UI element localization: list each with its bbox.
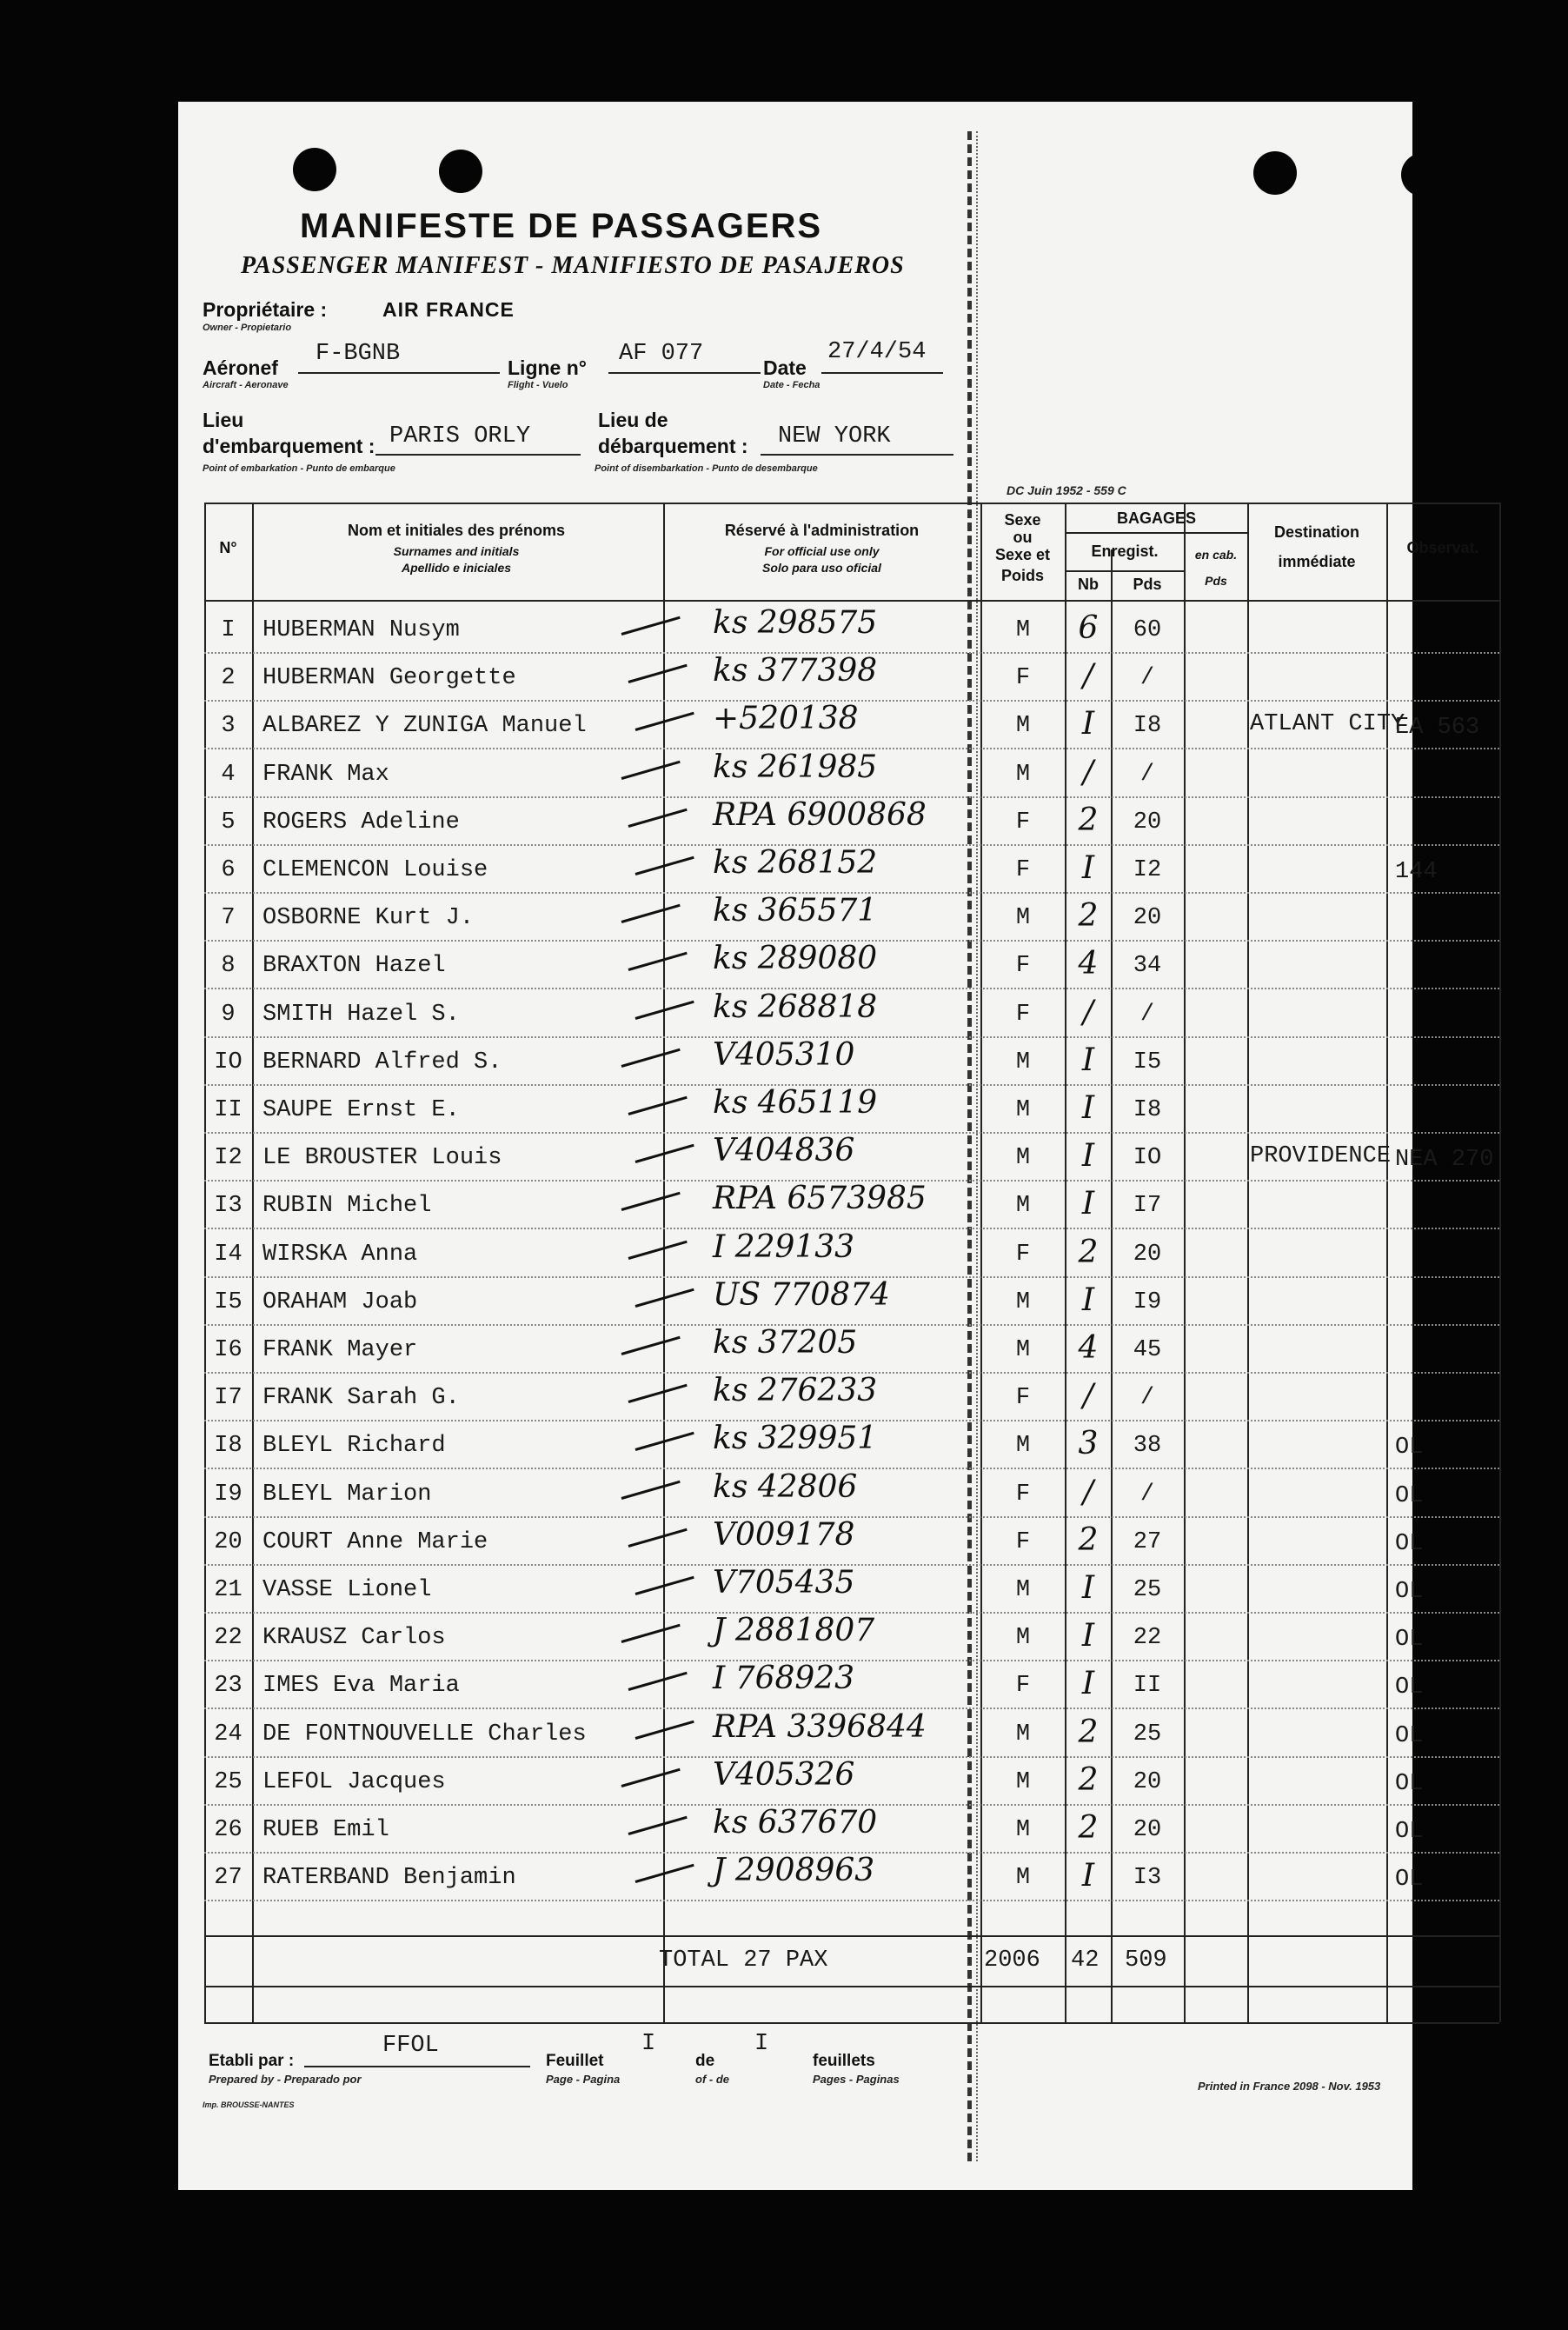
- passenger-bag-count: 2: [1078, 1714, 1099, 1750]
- passenger-sex: M: [1015, 1721, 1031, 1748]
- passenger-name: ROGERS Adeline: [262, 809, 460, 835]
- passenger-admin-ref: I 229133: [713, 1229, 855, 1265]
- table-top-border: [204, 503, 1499, 504]
- table-header-bottom: [204, 600, 1499, 602]
- manifest-subtitle: PASSENGER MANIFEST - MANIFIESTO DE PASAJEROS: [241, 252, 905, 279]
- passenger-sex: M: [1015, 1193, 1031, 1219]
- prepared-value: FFOL: [382, 2033, 439, 2059]
- passenger-name: BLEYL Richard: [262, 1433, 446, 1459]
- passenger-sex: M: [1015, 713, 1031, 739]
- passenger-observation: OL: [1395, 1819, 1424, 1845]
- col-header-no: N°: [219, 539, 237, 556]
- embarkation-sublabel: Point of embarkation - Punto de embarque: [203, 463, 395, 474]
- perforation-line: [967, 131, 972, 2161]
- passenger-bag-count: I: [1081, 1570, 1095, 1606]
- passenger-admin-ref: ks 465119: [713, 1085, 878, 1121]
- embarkation-label-1: Lieu: [203, 409, 244, 431]
- passenger-sex: M: [1015, 1145, 1031, 1171]
- passenger-bag-weight: 20: [1133, 1242, 1162, 1268]
- passenger-no: I9: [214, 1481, 243, 1508]
- passenger-observation: EA 563: [1395, 715, 1480, 741]
- passenger-admin-ref: US 770874: [713, 1277, 890, 1313]
- passenger-bag-weight: 45: [1133, 1337, 1162, 1363]
- passenger-no: II: [214, 1097, 243, 1123]
- passenger-bag-count: I: [1081, 1042, 1095, 1078]
- passenger-observation: OL: [1395, 1579, 1424, 1605]
- passenger-no: 26: [214, 1817, 243, 1843]
- passenger-name: HUBERMAN Nusym: [262, 617, 460, 643]
- passenger-admin-ref: ks 42806: [713, 1469, 858, 1505]
- passenger-bag-count: /: [1082, 1378, 1094, 1414]
- passenger-observation: OL: [1395, 1483, 1424, 1509]
- passenger-name: CLEMENCON Louise: [262, 857, 488, 883]
- passenger-name: RUEB Emil: [262, 1817, 389, 1843]
- passenger-bag-weight: /: [1139, 1002, 1155, 1028]
- prepared-label: Etabli par :: [209, 2052, 295, 2070]
- passenger-no: 7: [221, 905, 236, 931]
- passenger-destination: ATLANT CITY: [1250, 711, 1405, 737]
- passenger-bag-weight: II: [1133, 1673, 1162, 1699]
- passenger-sex: M: [1015, 905, 1031, 931]
- table-bottom-border: [204, 2022, 1499, 2024]
- col-header-name: Nom et initiales des prénoms: [347, 522, 566, 539]
- passenger-no: I6: [214, 1337, 243, 1363]
- passenger-name: LEFOL Jacques: [262, 1769, 446, 1795]
- col-divider: [980, 503, 982, 2022]
- passenger-sex: M: [1015, 762, 1031, 788]
- passenger-bag-count: 4: [1078, 1330, 1099, 1366]
- passenger-observation: OL: [1395, 1627, 1424, 1653]
- passenger-sex: M: [1015, 1289, 1031, 1315]
- col-header-observ: Observat.: [1406, 539, 1479, 556]
- passenger-admin-ref: J 2908963: [713, 1853, 875, 1888]
- passenger-no: 20: [214, 1529, 243, 1555]
- passenger-bag-weight: 22: [1133, 1625, 1162, 1651]
- passenger-admin-ref: ks 637670: [713, 1805, 878, 1841]
- aircraft-label: Aéronef: [203, 356, 278, 379]
- passenger-bag-weight: 20: [1133, 809, 1162, 835]
- col-divider: [1065, 503, 1066, 2022]
- passenger-sex: M: [1015, 1625, 1031, 1651]
- bagages-divider: [1065, 570, 1184, 572]
- passenger-no: 23: [214, 1673, 243, 1699]
- passenger-no: 3: [221, 713, 236, 739]
- pages-sublabel: Pages - Paginas: [813, 2073, 900, 2086]
- passenger-sex: M: [1015, 1337, 1031, 1363]
- passenger-sex: F: [1015, 1385, 1031, 1411]
- sheet-value: I: [641, 2031, 656, 2057]
- passenger-bag-count: I: [1081, 1090, 1095, 1126]
- passenger-bag-weight: 25: [1133, 1721, 1162, 1748]
- passenger-no: 9: [221, 1002, 236, 1028]
- col-header-sex: Sexe: [1004, 511, 1041, 529]
- passenger-name: BERNARD Alfred S.: [262, 1049, 502, 1075]
- passenger-admin-ref: V009178: [713, 1517, 855, 1553]
- passenger-no: 21: [214, 1577, 243, 1603]
- passenger-sex: F: [1015, 809, 1031, 835]
- col-header-admin-sub: Solo para uso oficial: [762, 561, 881, 575]
- passenger-bag-count: I: [1081, 1858, 1095, 1894]
- passenger-no: I4: [214, 1242, 243, 1268]
- col-header-cab: en cab.: [1194, 548, 1238, 562]
- col-header-enreg: Enregist.: [1091, 543, 1159, 560]
- prepared-sublabel: Prepared by - Preparado por: [209, 2073, 362, 2086]
- passenger-bag-count: I: [1081, 1138, 1095, 1174]
- passenger-no: I7: [214, 1385, 243, 1411]
- passenger-bag-count: 4: [1078, 946, 1099, 982]
- passenger-no: 5: [221, 809, 236, 835]
- col-header-nb: Nb: [1078, 576, 1099, 593]
- passenger-name: FRANK Max: [262, 762, 389, 788]
- passenger-name: ALBAREZ Y ZUNIGA Manuel: [262, 713, 587, 739]
- date-label: Date: [763, 356, 807, 379]
- passenger-sex: M: [1015, 1577, 1031, 1603]
- passenger-sex: F: [1015, 1529, 1031, 1555]
- passenger-destination: PROVIDENCE: [1250, 1143, 1392, 1169]
- passenger-admin-ref: ks 365571: [713, 893, 878, 929]
- passenger-sex: F: [1015, 665, 1031, 691]
- col-divider: [1184, 503, 1186, 2022]
- passenger-bag-weight: I9: [1133, 1289, 1162, 1315]
- passenger-name: OSBORNE Kurt J.: [262, 905, 475, 931]
- passenger-bag-count: I: [1081, 706, 1095, 742]
- flight-sublabel: Flight - Vuelo: [508, 380, 568, 390]
- embarkation-underline: [375, 454, 581, 456]
- col-header-bagages: BAGAGES: [1116, 509, 1196, 527]
- col-header-admin: Réservé à l'administration: [724, 522, 920, 539]
- passenger-admin-ref: ks 276233: [713, 1373, 878, 1408]
- passenger-bag-count: 2: [1078, 1235, 1099, 1270]
- passenger-sex: F: [1015, 1002, 1031, 1028]
- passenger-name: RUBIN Michel: [262, 1193, 432, 1219]
- passenger-bag-weight: 25: [1133, 1577, 1162, 1603]
- passenger-sex: M: [1015, 1433, 1031, 1459]
- disembarkation-underline: [761, 454, 953, 456]
- totals-pds: 509: [1125, 1947, 1167, 1974]
- passenger-no: 4: [221, 762, 236, 788]
- form-code: DC Juin 1952 - 559 C: [1007, 483, 1126, 497]
- punch-hole: [1401, 153, 1445, 196]
- passenger-admin-ref: +520138: [713, 701, 859, 736]
- passenger-bag-weight: I2: [1133, 857, 1162, 883]
- row-divider: [204, 1900, 1499, 1901]
- perforation-line: [976, 131, 978, 2161]
- passenger-admin-ref: RPA 3396844: [713, 1709, 927, 1745]
- passenger-no: 8: [221, 953, 236, 979]
- passenger-bag-weight: /: [1139, 1385, 1155, 1411]
- passenger-name: KRAUSZ Carlos: [262, 1625, 446, 1651]
- passenger-bag-weight: /: [1139, 762, 1155, 788]
- passenger-no: I5: [214, 1289, 243, 1315]
- passenger-name: SAUPE Ernst E.: [262, 1097, 460, 1123]
- passenger-name: LE BROUSTER Louis: [262, 1145, 502, 1171]
- passenger-observation: OL: [1395, 1867, 1424, 1893]
- passenger-name: ORAHAM Joab: [262, 1289, 418, 1315]
- col-divider: [204, 503, 206, 2022]
- passenger-bag-count: /: [1082, 1475, 1094, 1510]
- passenger-bag-weight: I8: [1133, 713, 1162, 739]
- passenger-bag-count: I: [1081, 850, 1095, 886]
- passenger-observation: NEA 270: [1395, 1147, 1494, 1173]
- passenger-no: I8: [214, 1433, 243, 1459]
- passenger-no: 6: [221, 857, 236, 883]
- passenger-bag-weight: /: [1139, 1481, 1155, 1508]
- aircraft-sublabel: Aircraft - Aeronave: [203, 380, 289, 390]
- passenger-bag-count: I: [1081, 1186, 1095, 1222]
- passenger-bag-weight: I8: [1133, 1097, 1162, 1123]
- passenger-no: I: [221, 617, 236, 643]
- prepared-underline: [304, 2066, 530, 2067]
- passenger-name: COURT Anne Marie: [262, 1529, 488, 1555]
- of-sublabel: of - de: [695, 2073, 729, 2086]
- totals-label: TOTAL 27 PAX: [659, 1947, 828, 1974]
- disembarkation-label-2: débarquement :: [598, 435, 748, 457]
- passenger-sex: M: [1015, 617, 1031, 643]
- passenger-admin-ref: V705435: [713, 1565, 855, 1601]
- col-header-sex: ou: [1013, 529, 1033, 546]
- owner-label: Propriétaire :: [203, 298, 328, 321]
- passenger-admin-ref: ks 298575: [713, 605, 878, 641]
- date-underline: [821, 372, 943, 374]
- passenger-bag-count: 3: [1078, 1426, 1099, 1461]
- passenger-bag-weight: 38: [1133, 1433, 1162, 1459]
- passenger-bag-weight: /: [1139, 665, 1155, 691]
- totals-bottom-border: [204, 1986, 1499, 1987]
- passenger-sex: F: [1015, 953, 1031, 979]
- col-header-cab: Pds: [1205, 574, 1227, 588]
- flight-underline: [608, 372, 761, 374]
- col-divider: [252, 503, 254, 2022]
- passenger-bag-weight: 27: [1133, 1529, 1162, 1555]
- passenger-admin-ref: V405310: [713, 1037, 855, 1073]
- passenger-observation: OL: [1395, 1531, 1424, 1557]
- passenger-name: HUBERMAN Georgette: [262, 665, 516, 691]
- passenger-admin-ref: V404836: [713, 1133, 855, 1168]
- passenger-sex: F: [1015, 1242, 1031, 1268]
- passenger-observation: 144: [1395, 859, 1438, 885]
- passenger-bag-weight: 60: [1133, 617, 1162, 643]
- punch-hole: [1253, 151, 1297, 195]
- passenger-name: BRAXTON Hazel: [262, 953, 446, 979]
- passenger-sex: F: [1015, 1673, 1031, 1699]
- passenger-sex: F: [1015, 1481, 1031, 1508]
- punch-hole: [293, 148, 336, 191]
- passenger-bag-weight: I7: [1133, 1193, 1162, 1219]
- owner-value: AIR FRANCE: [382, 298, 515, 321]
- printed-note: Printed in France 2098 - Nov. 1953: [1198, 2080, 1381, 2093]
- passenger-no: 25: [214, 1769, 243, 1795]
- flight-label: Ligne n°: [508, 356, 587, 379]
- passenger-sex: M: [1015, 1097, 1031, 1123]
- passenger-sex: M: [1015, 1049, 1031, 1075]
- col-divider: [663, 503, 665, 2022]
- passenger-sex: M: [1015, 1769, 1031, 1795]
- disembarkation-sublabel: Point of disembarkation - Punto de desembarque: [595, 463, 818, 474]
- passenger-observation: OL: [1395, 1771, 1424, 1797]
- of-label: de: [695, 2052, 715, 2070]
- col-header-pds: Pds: [1133, 576, 1162, 593]
- passenger-bag-weight: 34: [1133, 953, 1162, 979]
- passenger-bag-weight: 20: [1133, 1769, 1162, 1795]
- passenger-sex: M: [1015, 1817, 1031, 1843]
- passenger-bag-weight: IO: [1133, 1145, 1162, 1171]
- sheet-sublabel: Page - Pagina: [546, 2073, 621, 2086]
- passenger-name: IMES Eva Maria: [262, 1673, 460, 1699]
- manifest-title: MANIFESTE DE PASSAGERS: [300, 207, 823, 245]
- passenger-no: 2: [221, 665, 236, 691]
- col-header-name-sub: Surnames and initials: [393, 544, 520, 558]
- flight-value: AF 077: [619, 341, 704, 367]
- passenger-bag-count: 2: [1078, 1810, 1099, 1846]
- col-header-admin-sub: For official use only: [764, 544, 880, 558]
- passenger-admin-ref: ks 37205: [713, 1325, 858, 1361]
- passenger-admin-ref: I 768923: [713, 1661, 855, 1696]
- col-header-destination: Destination: [1273, 523, 1359, 541]
- passenger-admin-ref: J 2881807: [713, 1613, 875, 1648]
- passenger-no: 24: [214, 1721, 243, 1748]
- date-sublabel: Date - Fecha: [763, 380, 821, 390]
- passenger-name: FRANK Mayer: [262, 1337, 418, 1363]
- disembarkation-value: NEW YORK: [778, 423, 891, 449]
- passenger-no: I3: [214, 1193, 243, 1219]
- passenger-admin-ref: ks 261985: [713, 749, 878, 785]
- passenger-bag-count: /: [1082, 658, 1094, 694]
- punch-hole: [439, 150, 482, 193]
- owner-sublabel: Owner - Propietario: [203, 323, 292, 333]
- passenger-name: BLEYL Marion: [262, 1481, 432, 1508]
- passenger-bag-count: 2: [1078, 1762, 1099, 1798]
- disembarkation-label-1: Lieu de: [598, 409, 668, 431]
- printer-note: Imp. BROUSSE-NANTES: [203, 2100, 295, 2109]
- bagages-divider: [1065, 532, 1247, 534]
- pages-label: feuillets: [813, 2052, 875, 2070]
- passenger-name: WIRSKA Anna: [262, 1242, 418, 1268]
- of-value: I: [754, 2031, 769, 2057]
- col-header-sex: Poids: [1000, 567, 1044, 584]
- passenger-admin-ref: RPA 6573985: [713, 1181, 927, 1216]
- passenger-bag-weight: I5: [1133, 1049, 1162, 1075]
- passenger-admin-ref: ks 377398: [713, 653, 878, 689]
- passenger-admin-ref: ks 289080: [713, 941, 878, 976]
- col-divider: [1247, 503, 1249, 2022]
- col-header-destination: immédiate: [1278, 553, 1356, 570]
- col-header-name-sub: Apellido e iniciales: [401, 561, 512, 575]
- passenger-name: SMITH Hazel S.: [262, 1002, 460, 1028]
- passenger-bag-count: 2: [1078, 898, 1099, 934]
- passenger-bag-count: 2: [1078, 802, 1099, 838]
- date-value: 27/4/54: [827, 339, 927, 365]
- embarkation-value: PARIS ORLY: [389, 423, 531, 449]
- passenger-no: IO: [214, 1049, 243, 1075]
- passenger-bag-count: 2: [1078, 1522, 1099, 1558]
- passenger-name: DE FONTNOUVELLE Charles: [262, 1721, 587, 1748]
- aircraft-value: F-BGNB: [316, 341, 401, 367]
- passenger-admin-ref: ks 268152: [713, 845, 878, 881]
- passenger-admin-ref: ks 329951: [713, 1421, 878, 1456]
- passenger-bag-count: I: [1081, 1666, 1095, 1701]
- passenger-sex: M: [1015, 1865, 1031, 1891]
- col-header-sex: Sexe et: [994, 546, 1051, 563]
- passenger-bag-count: I: [1081, 1618, 1095, 1654]
- passenger-no: 22: [214, 1625, 243, 1651]
- totals-weight: 2006: [984, 1947, 1040, 1974]
- passenger-bag-weight: I3: [1133, 1865, 1162, 1891]
- passenger-no: I2: [214, 1145, 243, 1171]
- passenger-admin-ref: ks 268818: [713, 989, 878, 1025]
- totals-top-border: [204, 1935, 1499, 1937]
- passenger-name: RATERBAND Benjamin: [262, 1865, 516, 1891]
- passenger-sex: F: [1015, 857, 1031, 883]
- passenger-observation: OL: [1395, 1435, 1424, 1461]
- passenger-bag-count: 6: [1078, 610, 1099, 646]
- passenger-bag-weight: 20: [1133, 905, 1162, 931]
- passenger-bag-count: /: [1082, 995, 1094, 1030]
- embarkation-label-2: d'embarquement :: [203, 435, 375, 457]
- passenger-observation: OL: [1395, 1723, 1424, 1749]
- passenger-bag-count: /: [1082, 755, 1094, 790]
- passenger-admin-ref: V405326: [713, 1757, 855, 1793]
- passenger-name: VASSE Lionel: [262, 1577, 432, 1603]
- passenger-bag-weight: 20: [1133, 1817, 1162, 1843]
- col-divider: [1499, 503, 1501, 2022]
- passenger-name: FRANK Sarah G.: [262, 1385, 460, 1411]
- aircraft-underline: [298, 372, 500, 374]
- totals-nb: 42: [1071, 1947, 1100, 1974]
- passenger-admin-ref: RPA 6900868: [713, 797, 927, 833]
- sheet-label: Feuillet: [546, 2052, 604, 2070]
- passenger-no: 27: [214, 1865, 243, 1891]
- passenger-observation: OL: [1395, 1674, 1424, 1701]
- passenger-bag-count: I: [1081, 1282, 1095, 1318]
